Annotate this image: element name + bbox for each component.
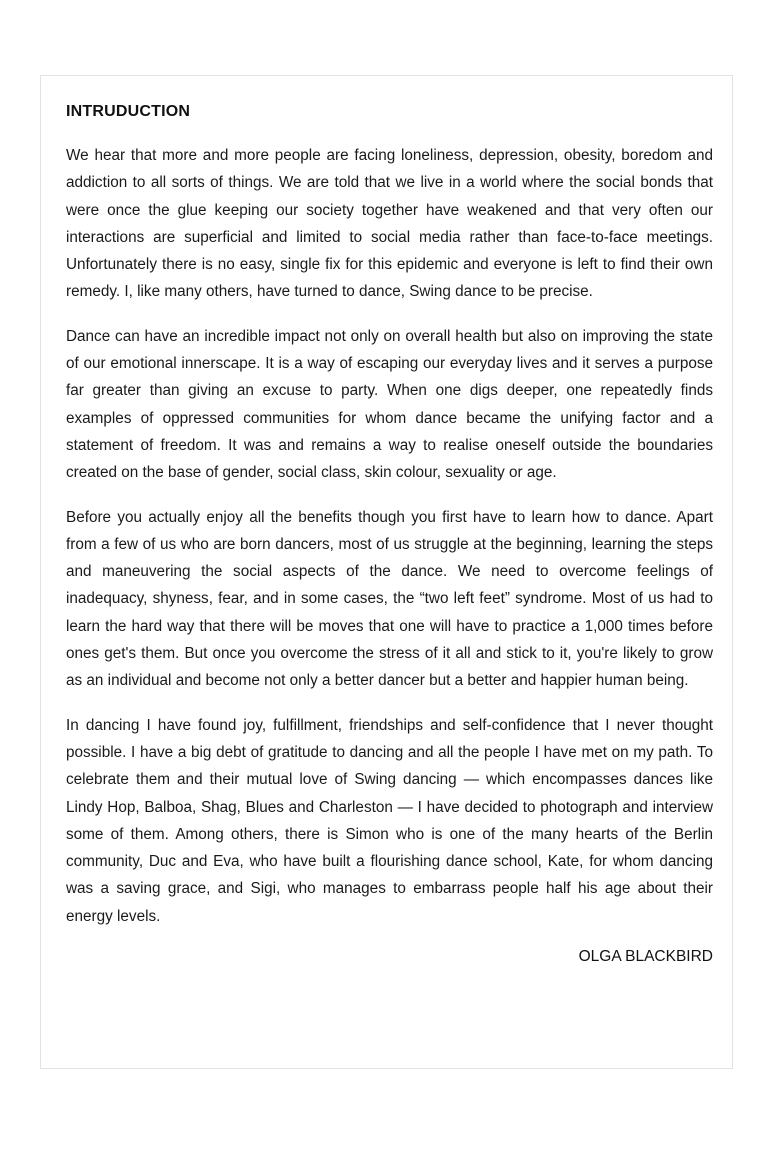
document-content	[66, 102, 713, 967]
paragraph-4: In dancing I have found joy, fulfillment, friendships and self-confidence that I never thought possible. I have a big debt of gratitude to dancing and all the people I have met on my path. To celebrate them and their mutual love of Swing dancing — which encompasses dances like Lindy Hop, Balboa, Shag, Blues and Charleston — I have decided to photograph and interview some of them. Among others, there is Simon who is one of the many hearts of the Berlin community, Duc and Eva, who have built a flourishing dance school, Kate, for whom dancing was a saving grace, and Sigi, who manages to embarrass people half his age about their energy levels.	[66, 716, 713, 925]
document-page	[40, 75, 733, 1069]
paragraph-1: We hear that more and more people are facing loneliness, depression, obesity, boredom and addiction to all sorts of things. We are told that we live in a world where the social bonds that were once the glue keeping our society together have weakened and that very often our interactions are superficial and limited to social media rather than face-to-face meetings. Unfortunately there is no easy, single fix for this epidemic and everyone is left to find their own remedy. I, like many others, have turned to dance, Swing dance to be precise.	[66, 147, 713, 301]
paragraph-2: Dance can have an incredible impact not only on overall health but also on improving the state of our emotional innerscape. It is a way of escaping our everyday lives and it serves a purpose far greater than giving an excuse to party. When one digs deeper, one repeatedly finds examples of oppressed communities for whom dance became the unifying factor and a statement of freedom. It was and remains a way to realise oneself outside the boundaries created on the base of gender, social class, skin colour, sexuality or age.	[66, 327, 713, 482]
author-signature: OLGA BLACKBIRD	[578, 948, 713, 966]
paragraph-3: Before you actually enjoy all the benefits though you first have to learn how to dance. Apart from a few of us who are born dancers, most of us struggle at the beginning, learning the steps and maneuvering the social aspects of the dance. We need to overcome feelings of inadequacy, shyness, fear, and in some cases, the “two left feet” syndrome. Most of us had to learn the hard way that there will be moves that one will have to practice a 1,000 times before ones get's them. But once you overcome the stress of it all and stick to it, you're likely to grow as an individual and become not only a better dancer but a better and happier human being.	[66, 508, 713, 690]
section-heading: INTRUDUCTION	[66, 103, 191, 120]
